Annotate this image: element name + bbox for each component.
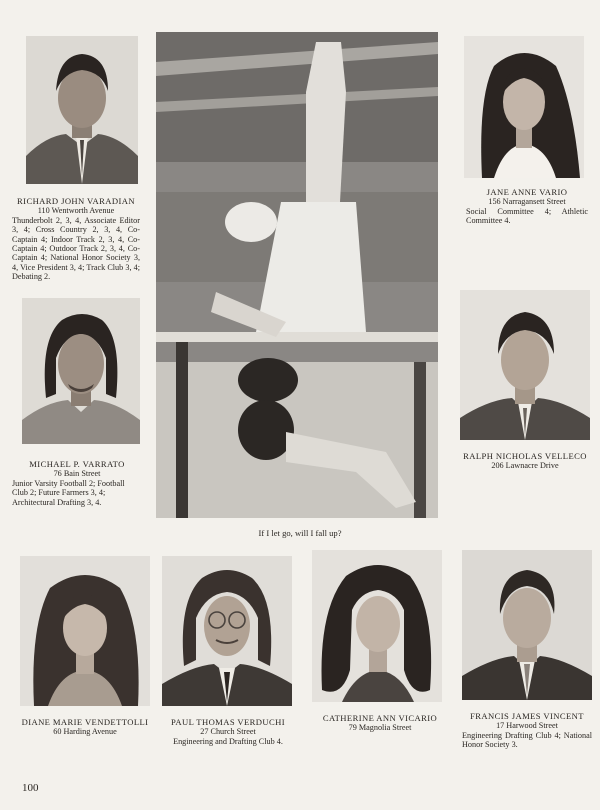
student-activities: Engineering and Drafting Club 4. <box>173 736 283 746</box>
student-name: DIANE MARIE VENDETTOLLI <box>21 717 149 727</box>
student-name: CATHERINE ANN VICARIO <box>322 713 438 723</box>
student-activities: Junior Varsity Football 2; Football Club 2; Future Farmers 3, 4; Architectural Drafting 3, 4. <box>12 478 125 507</box>
student-name: RALPH NICHOLAS VELLECO <box>463 451 587 461</box>
student-activities: Engineering Drafting Club 4; National Honor Society 3. <box>462 730 592 750</box>
student-address: 110 Wentworth Avenue <box>37 206 115 216</box>
student-entry-paul-verduchi <box>158 718 298 746</box>
portrait-photo-richard-varadian <box>26 36 138 184</box>
portrait-photo-ralph-velleco <box>460 290 590 440</box>
student-entry-michael-varrato <box>12 460 142 507</box>
portrait-photo-paul-verduchi <box>162 556 292 706</box>
student-activities: Social Committee 4; Athletic Committee 4. <box>466 206 588 226</box>
student-address: 206 Lawnacre Drive <box>491 461 559 471</box>
student-name: JANE ANNE VARIO <box>486 187 568 197</box>
student-name: FRANCIS JAMES VINCENT <box>470 711 584 721</box>
portrait-photo-francis-vincent <box>462 550 592 700</box>
student-address: 60 Harding Avenue <box>53 727 117 737</box>
student-entry-jane-vario <box>466 188 588 226</box>
student-address: 76 Bain Street <box>53 469 101 479</box>
student-entry-francis-vincent <box>462 712 592 750</box>
student-address: 27 Church Street <box>200 727 256 737</box>
student-entry-richard-varadian <box>12 197 140 282</box>
student-address: 79 Magnolia Street <box>348 723 412 733</box>
photo-caption: If I let go, will I fall up? <box>258 528 342 538</box>
page-number: 100 <box>22 782 39 794</box>
student-entry-catherine-vicario <box>310 714 450 733</box>
portrait-photo-diane-vendettolli <box>20 556 150 706</box>
student-name: PAUL THOMAS VERDUCHI <box>170 717 285 727</box>
student-name: RICHARD JOHN VARADIAN <box>17 196 135 206</box>
portrait-photo-jane-vario <box>464 36 584 178</box>
student-entry-ralph-velleco <box>456 452 594 471</box>
portrait-photo-michael-varrato <box>22 298 140 444</box>
portrait-photo-catherine-vicario <box>312 550 442 702</box>
candid-photo-gymnast-handstand <box>156 32 438 518</box>
student-name: MICHAEL P. VARRATO <box>29 459 125 469</box>
student-entry-diane-vendettolli <box>12 718 158 737</box>
student-activities: Thunderbolt 2, 3, 4, Associate Editor 3, 4; Cross Country 2, 3, 4, Co-Captain 4; Indoor Track 2, 3, 4, Co-Captain 4; Outdoor Track 2, 3, 4, Co-Captain 4; National Honor Society 3, 4, Vice President 3, 4; Track Club 3, 4; Debating 2. <box>12 215 140 282</box>
student-address: 17 Harwood Street <box>496 721 558 731</box>
student-address: 156 Narragansett Street <box>488 197 566 207</box>
